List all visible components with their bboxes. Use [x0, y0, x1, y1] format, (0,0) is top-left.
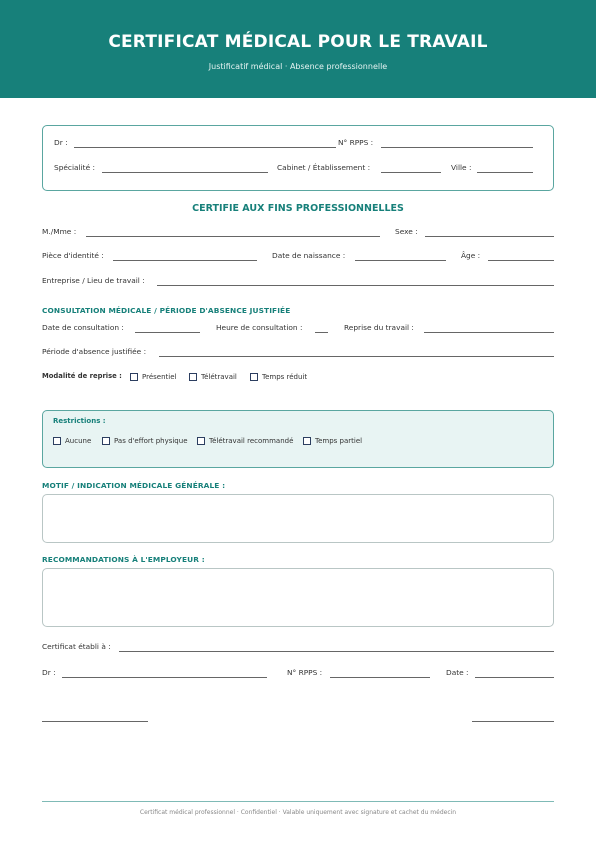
- recommendations-textarea[interactable]: [42, 568, 554, 627]
- restriction-aucune-checkbox[interactable]: [53, 437, 61, 445]
- page-title: CERTIFICAT MÉDICAL POUR LE TRAVAIL: [108, 32, 488, 52]
- mode-temps-reduit-checkbox[interactable]: [250, 373, 258, 381]
- patient-name-row: [42, 227, 554, 239]
- period-row: [42, 347, 554, 359]
- page-header: [0, 0, 596, 98]
- period-label: Période d'absence justifiée :: [42, 347, 147, 356]
- sign-rpps-field[interactable]: [330, 677, 430, 678]
- sign-date-field[interactable]: [475, 677, 554, 678]
- consult-date-field[interactable]: [135, 332, 200, 333]
- rpps-label: N° RPPS :: [338, 138, 374, 147]
- age-field[interactable]: [488, 260, 554, 261]
- mode-teletravail-label: Télétravail: [201, 373, 237, 381]
- motif-title: MOTIF / INDICATION MÉDICALE GÉNÉRALE :: [42, 481, 226, 490]
- sign-rpps-label: N° RPPS :: [287, 668, 323, 677]
- dr-name-field[interactable]: [74, 147, 336, 148]
- specialty-row: [54, 163, 534, 175]
- sex-field[interactable]: [425, 236, 554, 237]
- restriction-teletravail-checkbox[interactable]: [197, 437, 205, 445]
- restrictions-title: Restrictions :: [53, 417, 106, 425]
- consult-date-label: Date de consultation :: [42, 323, 124, 332]
- consult-time-field[interactable]: [315, 332, 328, 333]
- name-label: M./Mme :: [42, 227, 77, 236]
- mode-temps-reduit-label: Temps réduit: [262, 373, 308, 381]
- page-subtitle: Justificatif médical · Absence professionnelle: [208, 62, 388, 71]
- sign-date-label: Date :: [446, 668, 469, 677]
- mode-row: [42, 372, 554, 384]
- mode-teletravail-checkbox[interactable]: [189, 373, 197, 381]
- patient-id-row: [42, 251, 554, 263]
- restriction-temps-partiel-checkbox[interactable]: [303, 437, 311, 445]
- consultation-row: [42, 323, 554, 335]
- stamp-line[interactable]: [472, 721, 554, 722]
- place-row: [42, 642, 554, 654]
- recommendations-title: RECOMMANDATIONS À L'EMPLOYEUR :: [42, 555, 205, 564]
- birth-label: Date de naissance :: [272, 251, 346, 260]
- dr-label: Dr :: [54, 138, 68, 147]
- sex-label: Sexe :: [395, 227, 418, 236]
- signature-line[interactable]: [42, 721, 148, 722]
- place-field[interactable]: [119, 651, 554, 652]
- footer-text: Certificat médical professionnel · Confidentiel · Valable uniquement avec signature et cachet du médecin: [139, 809, 457, 816]
- sign-dr-field[interactable]: [62, 677, 267, 678]
- certify-title: CERTIFIE AUX FINS PROFESSIONNELLES: [192, 203, 404, 214]
- specialty-label: Spécialité :: [54, 163, 95, 172]
- id-label: Pièce d'identité :: [42, 251, 104, 260]
- consultation-title: CONSULTATION MÉDICALE / PÉRIODE D'ABSENCE JUSTIFIÉE: [42, 306, 291, 315]
- city-field[interactable]: [477, 172, 533, 173]
- period-field[interactable]: [159, 356, 554, 357]
- rpps-field[interactable]: [381, 147, 533, 148]
- birth-date-field[interactable]: [355, 260, 446, 261]
- city-label: Ville :: [451, 163, 472, 172]
- mode-presentiel-label: Présentiel: [142, 373, 177, 381]
- patient-name-field[interactable]: [86, 236, 380, 237]
- restrictions-box: [42, 410, 554, 468]
- company-label: Entreprise / Lieu de travail :: [42, 276, 145, 285]
- signature-row: [42, 668, 554, 680]
- restriction-temps-partiel-label: Temps partiel: [315, 437, 363, 445]
- motif-textarea[interactable]: [42, 494, 554, 543]
- cabinet-field[interactable]: [381, 172, 441, 173]
- id-field[interactable]: [113, 260, 257, 261]
- company-row: [42, 276, 554, 288]
- restriction-effort-checkbox[interactable]: [102, 437, 110, 445]
- doctor-row: [54, 138, 534, 150]
- return-label: Reprise du travail :: [344, 323, 414, 332]
- restriction-effort-label: Pas d'effort physique: [114, 437, 188, 445]
- doctor-info-box: [42, 125, 554, 191]
- restriction-teletravail-label: Télétravail recommandé: [209, 437, 294, 445]
- age-label: Âge :: [461, 251, 481, 260]
- footer-divider: [42, 801, 554, 802]
- company-field[interactable]: [157, 285, 554, 286]
- place-label: Certificat établi à :: [42, 642, 111, 651]
- sign-dr-label: Dr :: [42, 668, 56, 677]
- return-date-field[interactable]: [424, 332, 554, 333]
- restriction-aucune-label: Aucune: [65, 437, 92, 445]
- consult-time-label: Heure de consultation :: [216, 323, 303, 332]
- mode-presentiel-checkbox[interactable]: [130, 373, 138, 381]
- specialty-field[interactable]: [102, 172, 268, 173]
- mode-label: Modalité de reprise :: [42, 372, 122, 380]
- cabinet-label: Cabinet / Établissement :: [277, 163, 371, 172]
